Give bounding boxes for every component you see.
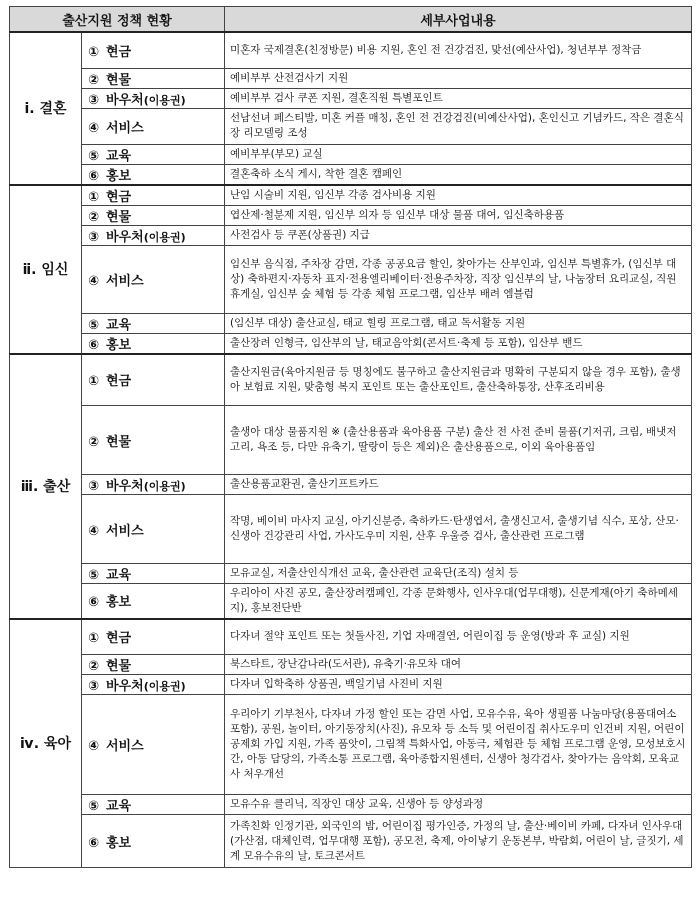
category-label: 바우처: [106, 479, 144, 494]
table-row: [10, 164, 692, 185]
category-number: ③: [88, 229, 100, 245]
category-label: 교육: [106, 568, 132, 583]
category-number: ④: [88, 120, 100, 136]
category-label: 홍보: [106, 835, 132, 851]
category-number: ⑥: [88, 337, 100, 353]
table-row: [10, 584, 692, 619]
detail-cell: 선남선녀 페스티발, 미혼 커플 매칭, 혼인 전 건강검진(비예산사업), 혼인신고 기념카드, 작은 결혼식장 리모델링 조성: [225, 108, 692, 144]
category-label: 서비스: [106, 523, 144, 539]
category-label: 서비스: [106, 120, 144, 136]
detail-cell: 엽산제·철분제 지원, 임신부 의자 등 임신부 대상 물품 대여, 임신축하용품: [225, 205, 692, 225]
category-cell: [82, 108, 225, 144]
policy-table: [9, 6, 692, 868]
detail-cell: 출산장려 인형극, 임산부의 날, 태교음악회(콘서트·축제 등 포함), 임산부 밴드: [225, 333, 692, 354]
detail-cell: 우리아이 사진 공모, 출산장려캠페인, 각종 문화행사, 인사우대(업무대행), 신문게재(아기 축하메세지), 홍보전단반: [225, 584, 692, 619]
category-cell: [82, 695, 225, 795]
category-label: 바우처: [106, 229, 144, 245]
category-cell: [82, 164, 225, 185]
category-cell: [82, 564, 225, 584]
category-label: 서비스: [106, 273, 144, 289]
category-label: 현물: [106, 209, 132, 225]
category-number: ①: [88, 631, 100, 647]
detail-cell: 우리아기 기부천사, 다자녀 가정 할인 또는 감면 사업, 모유수유, 육아 생필품 나눔마당(용품대여소 포함), 공원, 놀이터, 아기동장치(사진), 유모차 등 소득 및 어린이집 취사도우미 인건비 지원, 어린이공제회 가입 지원, 가족 품앗이, 그림책 특화사업, 아동극, 체험관 등 체험 프로그램 운영, 모성보호시간, 아동 담당의, 가족소통 프로그램, 육아종합지원센터, 신생아 청각검사, 찾아가는 음악회, 모육교사 처우개선: [225, 695, 692, 795]
category-cell: [82, 495, 225, 564]
table-row: [10, 475, 692, 495]
table-row: [10, 495, 692, 564]
category-cell: [82, 406, 225, 475]
category-number: ②: [88, 434, 100, 450]
table-row: [10, 205, 692, 225]
category-cell: [82, 619, 225, 655]
detail-cell: 북스타트, 장난감나라(도서관), 유축기·유모차 대여: [225, 655, 692, 675]
category-label: 바우처: [106, 679, 144, 694]
category-cell: [82, 185, 225, 206]
detail-cell: 난임 시술비 지원, 임신부 각종 검사비용 지원: [225, 185, 692, 206]
category-number: ③: [88, 679, 100, 694]
header-status-column: 출산지원 정책 현황: [10, 7, 225, 33]
category-number: ④: [88, 739, 100, 754]
category-number: ①: [88, 44, 100, 60]
category-label: 교육: [106, 148, 132, 164]
category-number: ⑤: [88, 148, 100, 164]
category-cell: [82, 88, 225, 108]
category-label: 현금: [106, 631, 132, 647]
category-number: ①: [88, 374, 100, 390]
category-cell: [82, 68, 225, 88]
category-label: 홍보: [106, 595, 132, 611]
category-number: ⑤: [88, 317, 100, 333]
stage-label: ⅱ. 임신: [10, 185, 82, 354]
table-row: [10, 313, 692, 333]
detail-cell: 다자녀 절약 포인트 또는 첫돌사진, 기업 자매결연, 어린이집 등 운영(방과 후 교실) 지원: [225, 619, 692, 655]
category-label: 서비스: [106, 739, 144, 754]
table-row: [10, 564, 692, 584]
detail-cell: 예비부부(부모) 교실: [225, 144, 692, 164]
table-row: [10, 225, 692, 245]
detail-cell: 출생아 대상 물품지원 ※ (출산용품과 육아용품 구분) 출산 전 사전 준비 물품(기저귀, 크림, 배냇저고리, 욕조 등, 다만 유축기, 딸랑이 등은 제외)은 출산용품으로, 이외 육아용품임: [225, 406, 692, 475]
category-cell: [82, 32, 225, 68]
category-sublabel: (이용권): [143, 93, 186, 107]
category-number: ⑤: [88, 568, 100, 583]
table-row: [10, 655, 692, 675]
table-row: [10, 185, 692, 206]
category-number: ②: [88, 209, 100, 225]
table-body: [10, 32, 692, 868]
category-sublabel: (이용권): [143, 230, 186, 244]
detail-cell: 모유수유 클리닉, 직장인 대상 교육, 신생아 등 양성과정: [225, 795, 692, 815]
category-number: ③: [88, 92, 100, 108]
category-label: 현물: [106, 659, 132, 674]
detail-cell: 사전검사 등 쿠폰(상품권) 지급: [225, 225, 692, 245]
table-row: [10, 675, 692, 695]
detail-cell: 가족친화 인정기관, 외국인의 밤, 어린이집 평가인증, 가정의 날, 출산·베이비 카페, 다자녀 인사우대(가산점, 대체인력, 업무대행 포함), 공모전, 축제, 아이낳기 운동본부, 박람회, 어린이 날, 글짓기, 세계 모유수유의 날, 토크콘서트: [225, 815, 692, 868]
detail-cell: 작명, 베이비 마사지 교실, 아기신분증, 축하카드·탄생엽서, 출생신고서, 출생기념 식수, 포상, 산모·신생아 건강관리 사업, 가사도우미 지원, 산후 우울증 검사, 출산관련 프로그램: [225, 495, 692, 564]
category-cell: [82, 205, 225, 225]
category-label: 현물: [106, 72, 132, 88]
category-cell: [82, 225, 225, 245]
category-label: 바우처: [106, 92, 144, 108]
detail-cell: (임신부 대상) 출산교실, 태교 힐링 프로그램, 태교 독서활동 지원: [225, 313, 692, 333]
category-label: 홍보: [106, 337, 132, 353]
category-cell: [82, 675, 225, 695]
category-label: 현금: [106, 44, 132, 60]
stage-label: ⅲ. 출산: [10, 354, 82, 619]
category-number: ④: [88, 523, 100, 539]
table-row: [10, 68, 692, 88]
table-row: [10, 619, 692, 655]
category-number: ①: [88, 189, 100, 205]
category-cell: [82, 313, 225, 333]
detail-cell: 다자녀 입학축하 상품권, 백일기념 사진비 지원: [225, 675, 692, 695]
category-cell: [82, 655, 225, 675]
category-label: 교육: [106, 317, 132, 333]
detail-cell: 출산용품교환권, 출산기프트카드: [225, 475, 692, 495]
category-number: ③: [88, 479, 100, 494]
detail-cell: 결혼축하 소식 게시, 착한 결혼 캠페인: [225, 164, 692, 185]
category-cell: [82, 333, 225, 354]
category-number: ⑤: [88, 799, 100, 814]
category-number: ⑥: [88, 835, 100, 851]
policy-table-container: [9, 6, 691, 868]
category-cell: [82, 245, 225, 313]
header-detail-column: 세부사업내용: [225, 7, 692, 33]
table-row: [10, 354, 692, 406]
detail-cell: 모유교실, 저출산인식개선 교육, 출산관련 교육단(조직) 설치 등: [225, 564, 692, 584]
category-cell: [82, 354, 225, 406]
table-row: [10, 88, 692, 108]
table-row: [10, 245, 692, 313]
table-row: [10, 144, 692, 164]
category-number: ⑥: [88, 595, 100, 611]
category-number: ④: [88, 273, 100, 289]
category-label: 현물: [106, 434, 132, 450]
table-row: [10, 333, 692, 354]
detail-cell: 예비부부 산전검사기 지원: [225, 68, 692, 88]
category-number: ②: [88, 72, 100, 88]
table-header: [10, 7, 692, 33]
table-row: [10, 815, 692, 868]
table-row: [10, 406, 692, 475]
table-row: [10, 795, 692, 815]
detail-cell: 예비부부 검사 쿠폰 지원, 결혼직원 특별포인트: [225, 88, 692, 108]
category-label: 현금: [106, 189, 132, 205]
category-cell: [82, 584, 225, 619]
stage-label: ⅳ. 육아: [10, 619, 82, 868]
category-sublabel: (이용권): [143, 680, 186, 693]
category-label: 홍보: [106, 168, 132, 184]
detail-cell: 임신부 음식점, 주차장 감면, 각종 공공요금 할인, 찾아가는 산부인과, 임신부 특별휴가, (임신부 대상) 축하편지·자동차 표지·전용엘리베이터·전용주차장, 직장 임신부의 날, 나눔장터 요리교실, 직원휴게실, 임신부 숲 체험 등 각종 체험 프로그램, 임산부 배려 엠블럼: [225, 245, 692, 313]
category-cell: [82, 475, 225, 495]
category-number: ⑥: [88, 168, 100, 184]
category-label: 교육: [106, 799, 132, 814]
category-label: 현금: [106, 374, 132, 390]
detail-cell: 미혼자 국제결혼(친정방문) 비용 지원, 혼인 전 건강검진, 맞선(예산사업), 청년부부 정착금: [225, 32, 692, 68]
category-cell: [82, 795, 225, 815]
category-number: ②: [88, 659, 100, 674]
table-row: [10, 32, 692, 68]
table-row: [10, 695, 692, 795]
detail-cell: 출산지원금(육아지원금 등 명칭에도 불구하고 출산지원금과 명확히 구분되지 않을 경우 포함), 출생아 보험료 지원, 맞춤형 복지 포인트 또는 출산포인트, 출산축하통장, 산후조리비용: [225, 354, 692, 406]
category-cell: [82, 144, 225, 164]
category-cell: [82, 815, 225, 868]
category-sublabel: (이용권): [143, 480, 186, 493]
table-row: [10, 108, 692, 144]
stage-label: ⅰ. 결혼: [10, 32, 82, 185]
